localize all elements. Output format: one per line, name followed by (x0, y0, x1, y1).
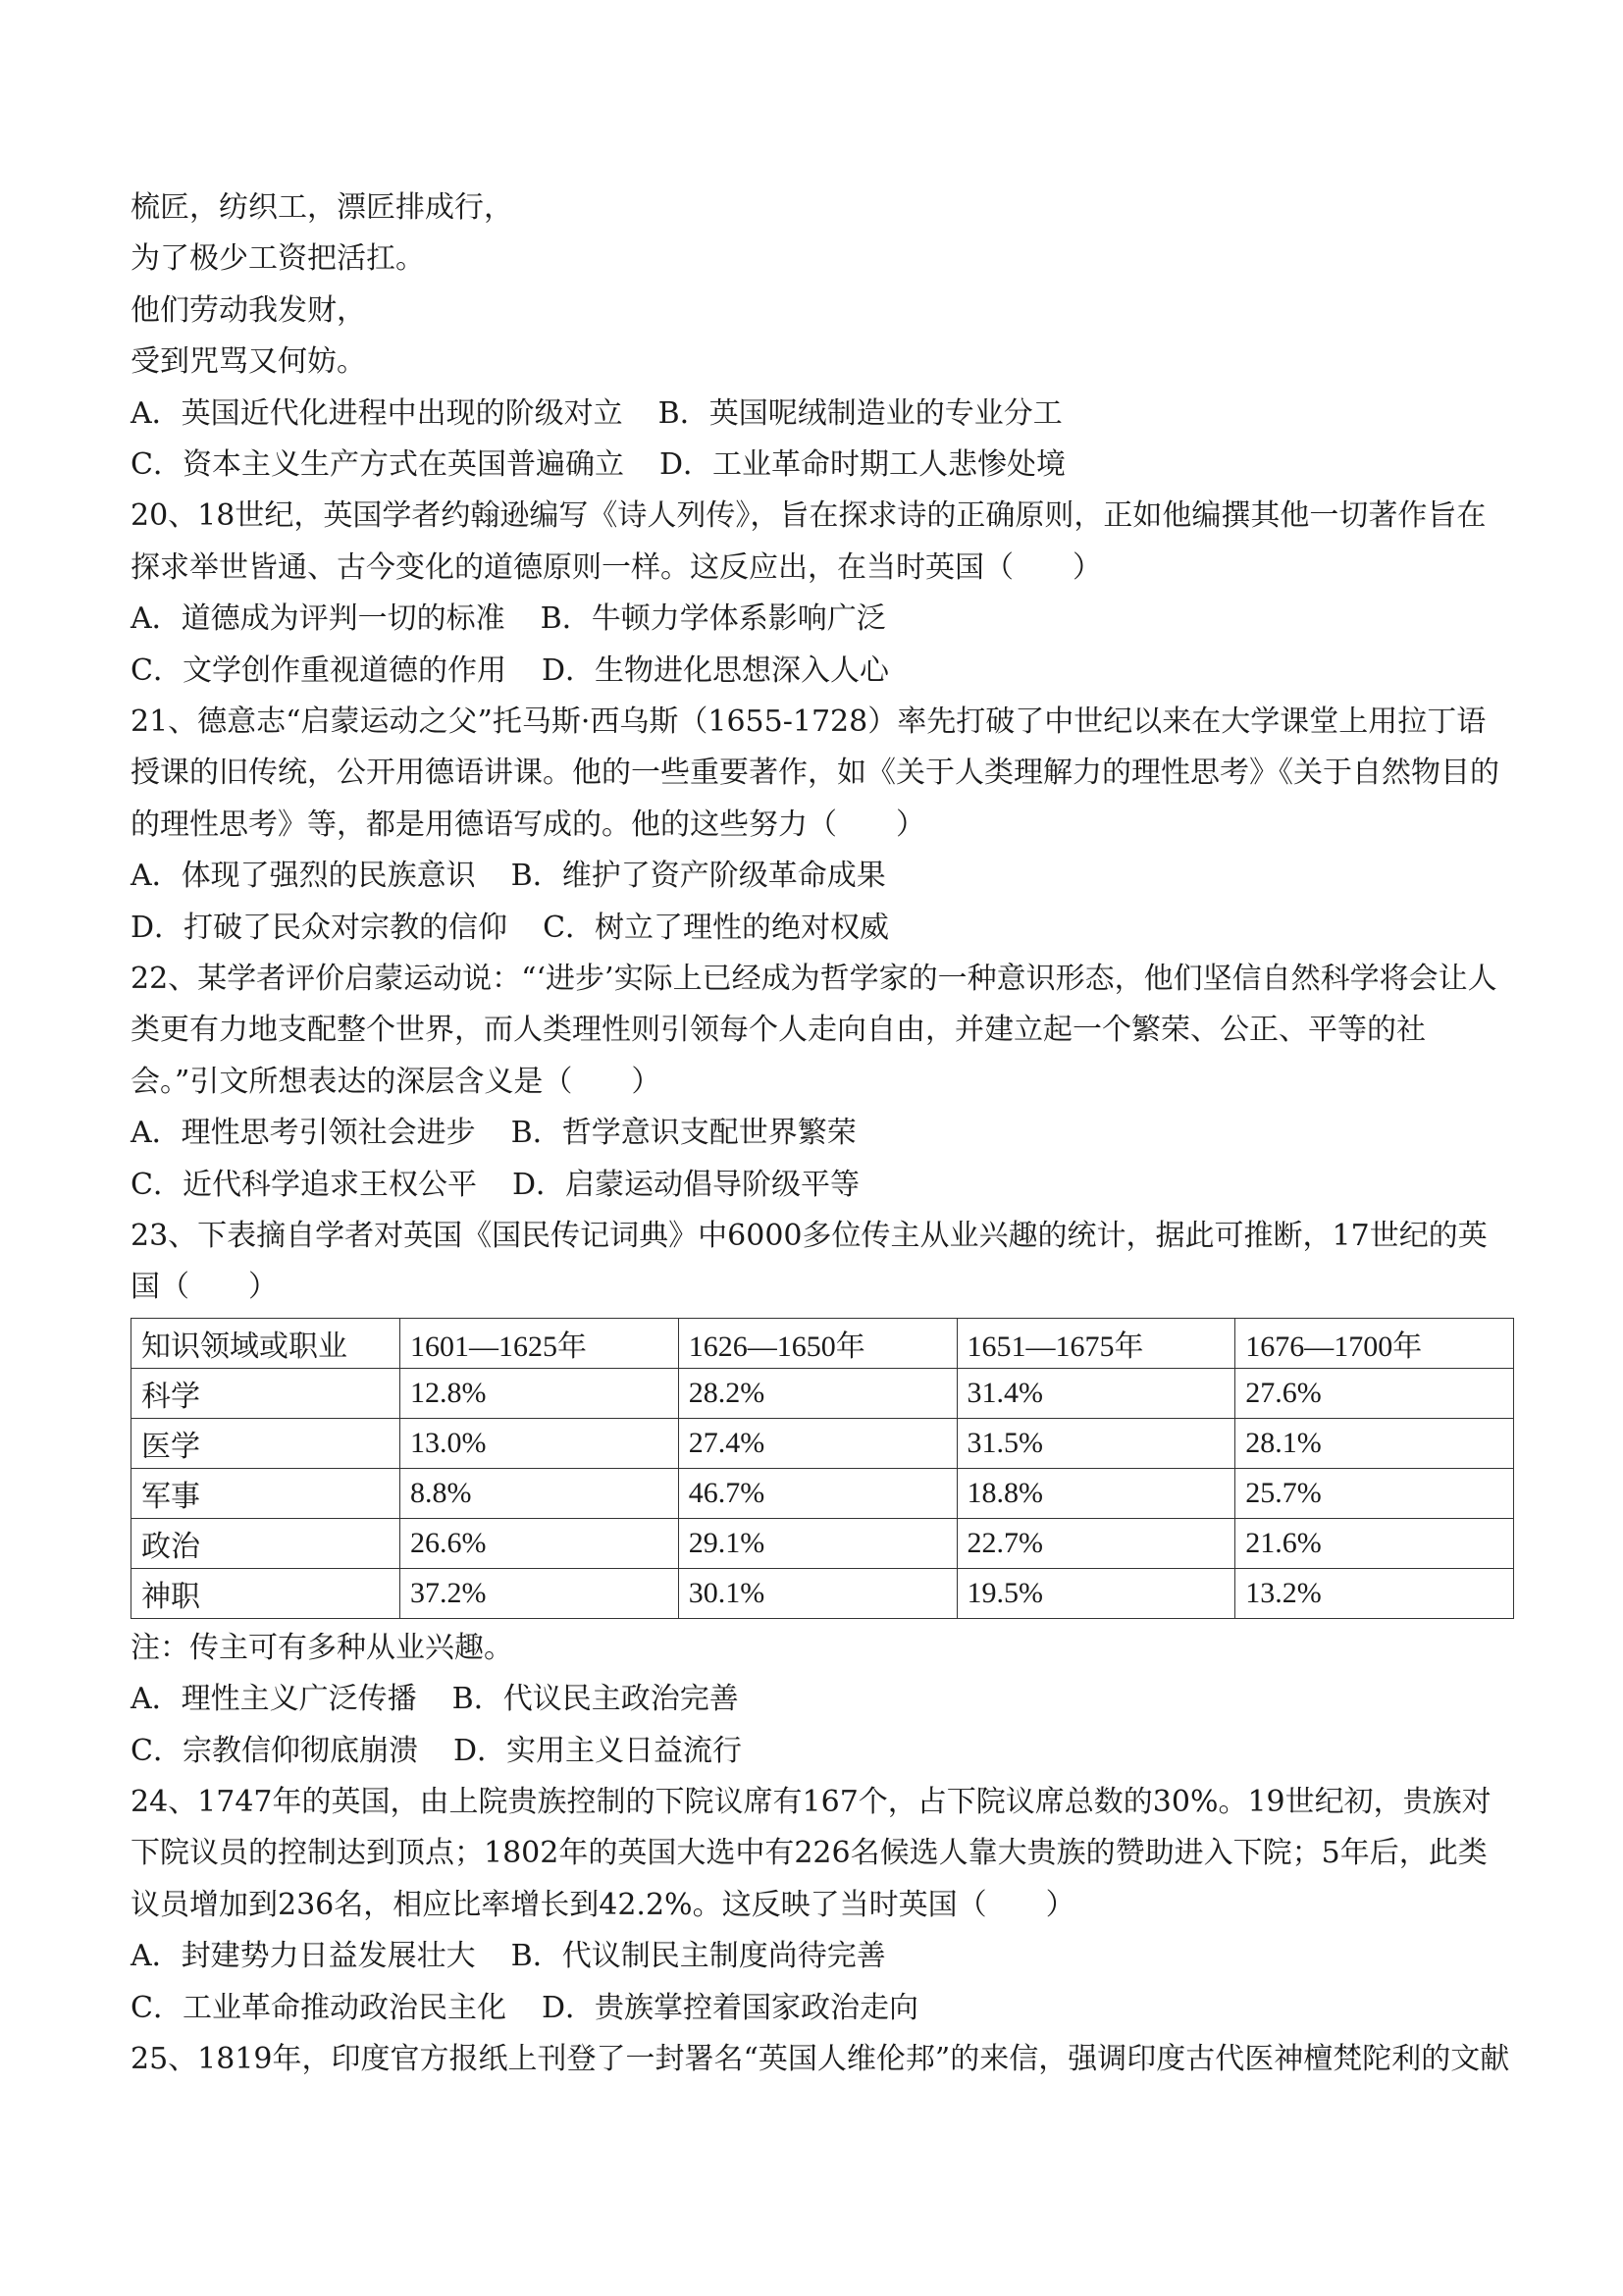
q21-option-c: C．树立了理性的绝对权威 (543, 910, 890, 945)
table-header-cell: 1626—1650年 (678, 1318, 957, 1368)
q25-stem: 25、1819年，印度官方报纸上刊登了一封署名“英国人维伦邦”的来信，强调印度古代医神檀梵陀利的文献 (131, 2041, 1510, 2076)
table-cell: 13.0% (400, 1418, 679, 1468)
table-cell: 22.7% (957, 1518, 1235, 1568)
exam-page (131, 183, 1514, 2085)
q20-options-row (131, 646, 1514, 697)
table-cell: 28.1% (1235, 1418, 1514, 1468)
q21-option-d: D．打破了民众对宗教的信仰 (131, 910, 508, 945)
table-cell: 12.8% (400, 1368, 679, 1418)
q24-option-d: D．贵族掌控着国家政治走向 (541, 1990, 919, 2025)
table-header-row (131, 1318, 1514, 1368)
poem-line: 为了极少工资把活扛。 (131, 241, 425, 277)
q20-options-row (131, 594, 1514, 645)
q21-stem: 21、德意志“启蒙运动之父”托马斯·西乌斯（1655-1728）率先打破了中世纪以来在大学课堂上用拉丁语授课的旧传统，公开用德语讲课。他的一些重要著作，如《关于人类理解力的理性思考》《关于自然物目的的理性思考》等，都是用德语写成的。他的这些努力（ ） (131, 704, 1499, 842)
table-row (131, 1368, 1514, 1418)
q24-options-row (131, 1983, 1514, 2034)
poem-line: 梳匠，纺织工，漂匠排成行， (131, 190, 513, 225)
table-cell: 13.2% (1235, 1568, 1514, 1618)
q23-option-a: A．理性主义广泛传播 (131, 1682, 417, 1717)
poem (131, 183, 1514, 389)
q21-option-a: A．体现了强烈的民族意识 (131, 859, 476, 894)
table-cell: 科学 (131, 1368, 400, 1418)
table-header-cell: 1651—1675年 (957, 1318, 1235, 1368)
q23-stem: 23、下表摘自学者对英国《国民传记词典》中6000多位传主从业兴趣的统计，据此可推断，17世纪的英国（ ） (131, 1218, 1488, 1305)
q21-options-row (131, 903, 1514, 954)
q23-option-c: C．宗教信仰彻底崩溃 (131, 1733, 418, 1768)
table-cell: 27.4% (678, 1418, 957, 1468)
table-cell: 37.2% (400, 1568, 679, 1618)
q19-option-d: D．工业革命时期工人悲惨处境 (658, 446, 1067, 482)
q24-option-b: B．代议制民主制度尚待完善 (510, 1939, 886, 1974)
table-cell: 31.4% (957, 1368, 1235, 1418)
q22-options-row (131, 1160, 1514, 1211)
q23-options-row (131, 1726, 1514, 1777)
q21-options-row (131, 851, 1514, 902)
table-note: 注：传主可有多种从业兴趣。 (131, 1630, 513, 1665)
poem-line: 受到咒骂又何妨。 (131, 344, 366, 380)
table-cell: 18.8% (957, 1468, 1235, 1518)
q22-option-a: A．理性思考引领社会进步 (131, 1116, 476, 1151)
q19-option-a: A．英国近代化进程中出现的阶级对立 (131, 395, 623, 431)
table-cell: 医学 (131, 1418, 400, 1468)
q19-option-c: C．资本主义生产方式在英国普遍确立 (131, 446, 624, 482)
q24-options-row (131, 1931, 1514, 1982)
table-cell: 31.5% (957, 1418, 1235, 1468)
occupation-table (131, 1318, 1514, 1619)
q24-option-c: C．工业革命推动政治民主化 (131, 1990, 506, 2025)
table-row (131, 1518, 1514, 1568)
q23-option-b: B．代议民主政治完善 (451, 1682, 739, 1717)
poem-line: 他们劳动我发财， (131, 292, 366, 328)
table-cell: 30.1% (678, 1568, 957, 1618)
q20-stem: 20、18世纪，英国学者约翰逊编写《诗人列传》，旨在探求诗的正确原则，正如他编撰其他一切著作旨在探求举世皆通、古今变化的道德原则一样。这反应出，在当时英国（ ） (131, 498, 1487, 585)
q22-option-c: C．近代科学追求王权公平 (131, 1167, 477, 1202)
table-cell: 28.2% (678, 1368, 957, 1418)
q20-option-d: D．生物进化思想深入人心 (541, 652, 890, 688)
table-row (131, 1468, 1514, 1518)
q22-stem: 22、某学者评价启蒙运动说：“‘进步’实际上已经成为哲学家的一种意识形态，他们坚信自然科学将会让人类更有力地支配整个世界，而人类理性则引领每个人走向自由，并建立起一个繁荣、公正、平等的社会。”引文所想表达的深层含义是（ ） (131, 961, 1497, 1099)
q20-option-a: A．道德成为评判一切的标准 (131, 601, 505, 637)
q24-stem: 24、1747年的英国，由上院贵族控制的下院议席有167个，占下院议席总数的30%。19世纪初，贵族对下院议员的控制达到顶点；1802年的英国大选中有226名候选人靠大贵族的赞助进入下院；5年后，此类议员增加到236名，相应比率增长到42.2%。这反映了当时英国（ ） (131, 1784, 1492, 1922)
table-cell: 27.6% (1235, 1368, 1514, 1418)
q19-option-b: B．英国呢绒制造业的专业分工 (657, 395, 1063, 431)
table-cell: 25.7% (1235, 1468, 1514, 1518)
table-cell: 19.5% (957, 1568, 1235, 1618)
q23-option-d: D．实用主义日益流行 (452, 1733, 743, 1768)
q23-options-row (131, 1674, 1514, 1725)
q22-option-b: B．哲学意识支配世界繁荣 (510, 1116, 857, 1151)
table-cell: 军事 (131, 1468, 400, 1518)
q20-option-b: B．牛顿力学体系影响广泛 (540, 601, 886, 637)
table-row (131, 1568, 1514, 1618)
table-cell: 46.7% (678, 1468, 957, 1518)
q20-option-c: C．文学创作重视道德的作用 (131, 652, 506, 688)
table-cell: 神职 (131, 1568, 400, 1618)
q19-options-row (131, 440, 1514, 491)
table-cell: 21.6% (1235, 1518, 1514, 1568)
q22-option-d: D．启蒙运动倡导阶级平等 (511, 1167, 861, 1202)
table-header-cell: 知识领域或职业 (131, 1318, 400, 1368)
table-cell: 8.8% (400, 1468, 679, 1518)
table-cell: 政治 (131, 1518, 400, 1568)
q21-option-b: B．维护了资产阶级革命成果 (510, 859, 886, 894)
table-row (131, 1418, 1514, 1468)
table-cell: 26.6% (400, 1518, 679, 1568)
q19-options-row (131, 389, 1514, 440)
table-header-cell: 1676—1700年 (1235, 1318, 1514, 1368)
q22-options-row (131, 1108, 1514, 1159)
table-header-cell: 1601—1625年 (400, 1318, 679, 1368)
q24-option-a: A．封建势力日益发展壮大 (131, 1939, 476, 1974)
table-cell: 29.1% (678, 1518, 957, 1568)
